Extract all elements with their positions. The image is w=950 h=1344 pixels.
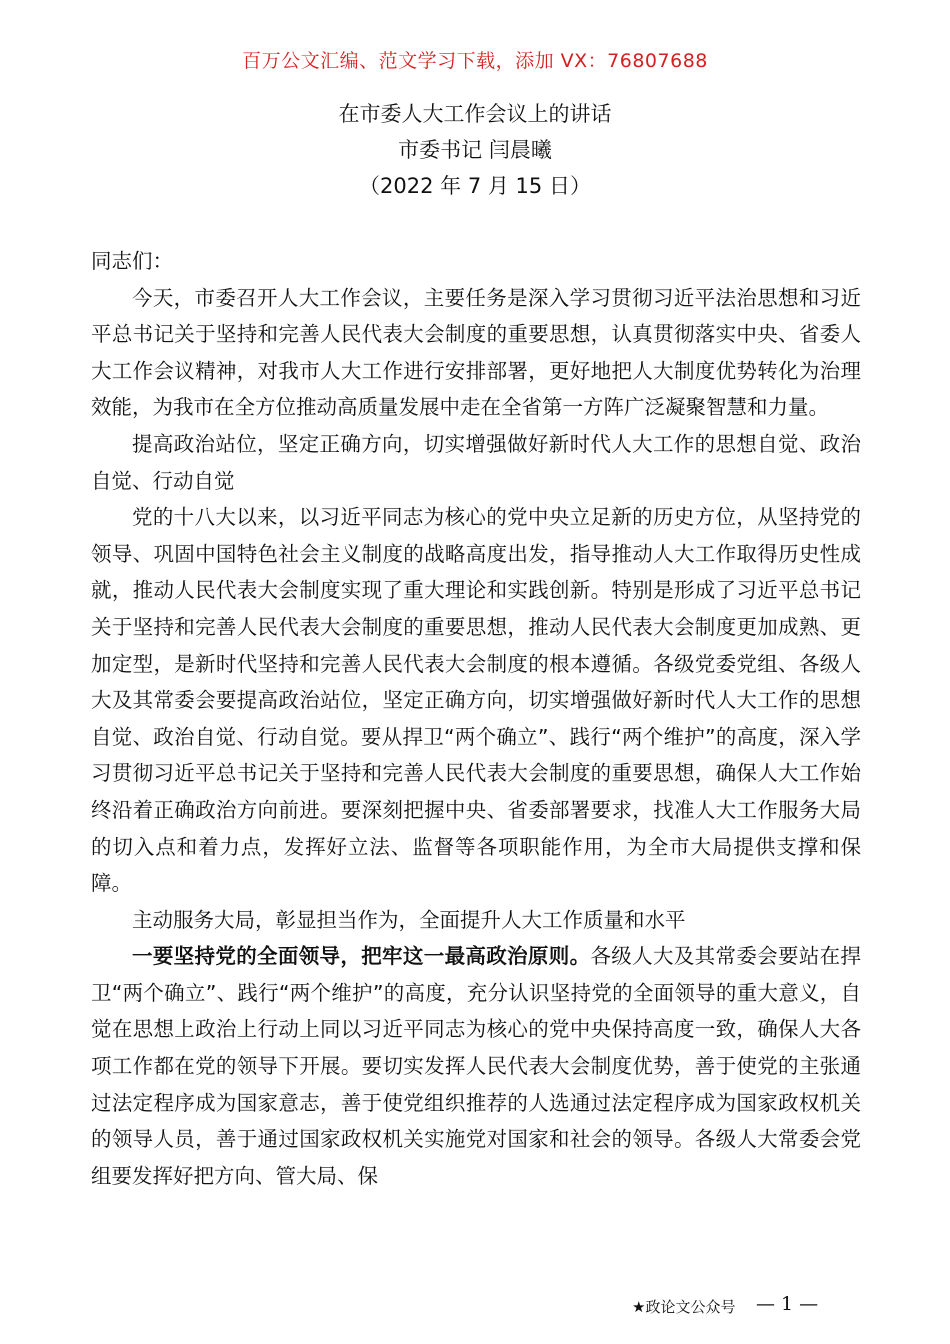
footer-source: ★政论文公众号 (632, 1298, 736, 1316)
paragraph-section-2 (91, 938, 861, 1194)
paragraph-section-1: 党的十八大以来，以习近平同志为核心的党中央立足新的历史方位，从坚持党的领导、巩固中国特色社会主义制度的战略高度出发，指导推动人大工作取得历史性成就，推动人民代表大会制度实现了重大理论和实践创新。特别是形成了习近平总书记关于坚持和完善人民代表大会制度的重要思想，推动人民代表大会制度更加成熟、更加定型，是新时代坚持和完善人民代表大会制度的根本遵循。各级党委党组、各级人大及其常委会要提高政治站位，坚定正确方向，切实增强做好新时代人大工作的思想自觉、政治自觉、行动自觉。要从捍卫“两个确立”、践行“两个维护”的高度，深入学习贯彻习近平总书记关于坚持和完善人民代表大会制度的重要思想，确保人大工作始终沿着正确政治方向前进。要深刻把握中央、省委部署要求，找准人大工作服务大局的切入点和着力点，发挥好立法、监督等各项职能作用，为全市大局提供支撑和保障。 (91, 505, 861, 896)
document-body (91, 243, 861, 1194)
speech-title: 在市委人大工作会议上的讲话 (338, 102, 612, 126)
section-heading-2: 主动服务大局，彰显担当作为，全面提升人大工作质量和水平 (132, 907, 686, 932)
speech-date: （2022 年 7 月 15 日） (359, 174, 591, 198)
page-number: — 1 — (756, 1293, 819, 1315)
point-one-text: 各级人大及其常委会要站在捍卫“两个确立”、践行“两个维护”的高度，充分认识坚持党的全面领导的重大意义，自觉在思想上政治上行动上同以习近平同志为核心的党中央保持高度一致，确保人大各项工作都在党的领导下开展。要切实发挥人民代表大会制度优势，善于使党的主张通过法定程序成为国家意志，善于使党组织推荐的人选通过法定程序成为国家政权机关的领导人员，善于通过国家政权机关实施党对国家和社会的领导。各级人大常委会党组要发挥好把方向、管大局、保 (91, 944, 862, 1188)
paragraph-intro: 今天，市委召开人大工作会议，主要任务是深入学习贯彻习近平法治思想和习近平总书记关于坚持和完善人民代表大会制度的重要思想，认真贯彻落实中央、省委人大工作会议精神，对我市人大工作进行安排部署，更好地把人大制度优势转化为治理效能，为我市在全方位推动高质量发展中走在全省第一方阵广泛凝聚智慧和力量。 (91, 285, 861, 420)
point-one-lead: 一要坚持党的全面领导，把牢这一最高政治原则。 (132, 944, 591, 969)
salutation: 同志们： (91, 249, 173, 273)
speaker-line: 市委书记 闫晨曦 (398, 138, 552, 162)
download-banner: 百万公文汇编、范文学习下载，添加 VX：76807688 (242, 50, 708, 72)
title-block (0, 96, 950, 204)
section-heading-1: 提高政治站位，坚定正确方向，切实增强做好新时代人大工作的思想自觉、政治自觉、行动自觉 (91, 431, 861, 493)
